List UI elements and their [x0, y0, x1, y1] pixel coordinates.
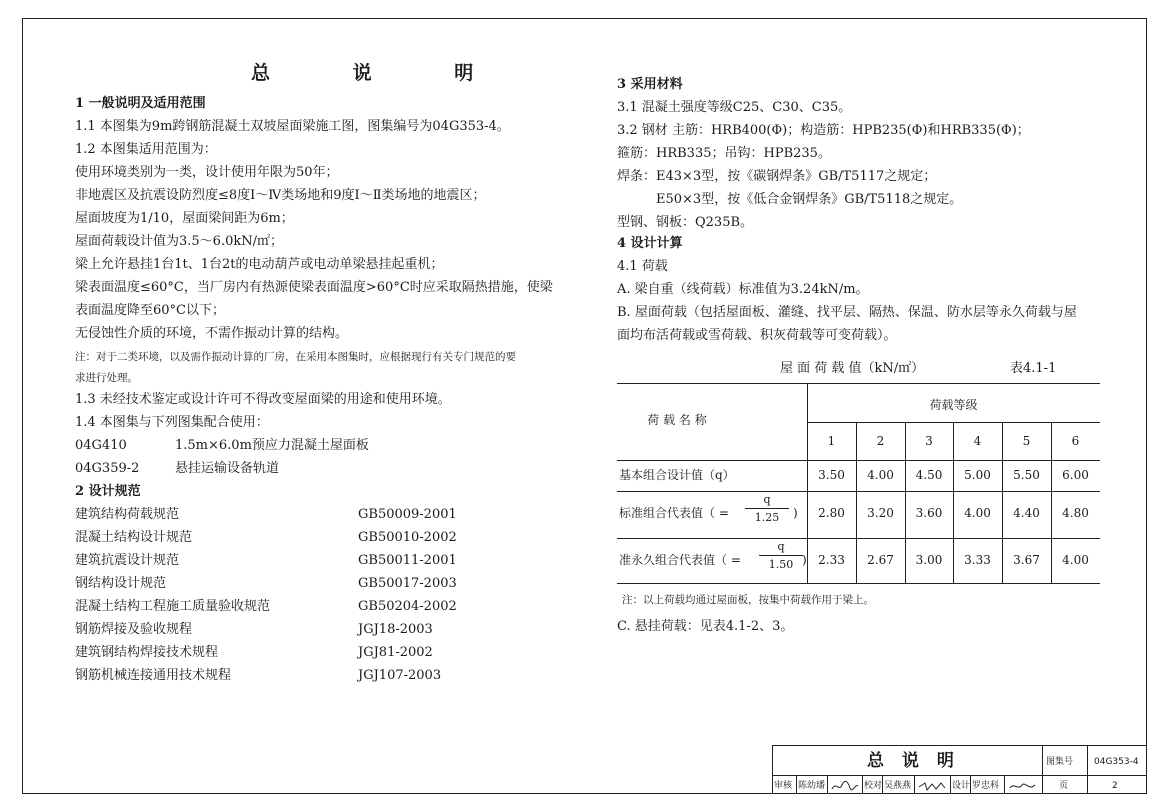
atlas-number: 04G353-4	[1094, 757, 1139, 767]
load-name-header: 荷 载 名 称	[647, 413, 707, 427]
reviewer-name: 陈幼璠	[798, 781, 826, 791]
table-cell: 5.50	[1013, 468, 1040, 482]
table-cell: 3.60	[915, 506, 943, 520]
scope-line-8: 无侵蚀性介质的环境，不需作振动计算的结构。	[75, 326, 349, 341]
table-cell: 6.00	[1062, 468, 1089, 482]
table-cell: 3.33	[964, 553, 991, 567]
table-cell: 2.33	[818, 553, 845, 567]
grade-label: 1	[827, 434, 836, 448]
material-line-steel: 型钢、钢板：Q235B。	[617, 215, 754, 230]
fraction-denominator: 1.25	[754, 511, 780, 524]
row-label: 基本组合设计值（q）	[619, 468, 735, 482]
clause-1-1: 1.1 本图集为9m跨钢筋混凝土双坡屋面梁施工图，图集编号为04G353-4。	[75, 119, 510, 134]
table-cell: 3.00	[915, 553, 943, 567]
table-cell: 4.40	[1013, 506, 1040, 520]
fraction-numerator: q	[777, 540, 785, 553]
grade-label: 2	[876, 434, 885, 448]
table-cell: 2.80	[818, 506, 845, 520]
row-close-paren: )	[802, 553, 807, 567]
design-label: 设计	[952, 781, 971, 791]
atlas-code: 04G410	[75, 438, 127, 453]
code-number: GB50204-2002	[358, 599, 457, 614]
load-item-c: C. 悬挂荷载：见表4.1-2、3。	[617, 619, 794, 634]
grade-label: 6	[1071, 434, 1080, 448]
atlas-name: 悬挂运输设备轨道	[175, 461, 280, 476]
code-name: 混凝土结构设计规范	[75, 530, 193, 545]
table-cell: 4.50	[915, 468, 943, 482]
table-cell: 4.00	[1062, 553, 1089, 567]
clause-3-2: 3.2 钢材 主筋：HRB400(Φ)；构造筋：HPB235(Φ)和HRB335(Φ)；	[617, 123, 1030, 138]
scope-line-6: 梁表面温度≤60°C，当厂房内有热源使梁表面温度>60°C时应采取隔热措施，使梁	[75, 280, 553, 295]
scope-line-7: 表面温度降至60°C以下；	[75, 303, 225, 318]
page-number: 2	[1112, 781, 1118, 791]
load-table	[617, 383, 1100, 584]
note-line-2: 求进行处理。	[75, 372, 138, 384]
material-line-stirrup: 箍筋：HRB335；吊钩：HPB235。	[617, 146, 831, 161]
material-line-e43: 焊条：E43×3型，按《碳钢焊条》GB/T5117之规定；	[617, 169, 937, 184]
code-name: 钢筋焊接及验收规程	[75, 622, 193, 637]
clause-4-1: 4.1 荷载	[617, 259, 668, 274]
load-item-b-line-2: 面均布活荷载或雪荷载、积灰荷载等可变荷载）。	[617, 328, 897, 343]
review-label: 审核	[774, 781, 793, 791]
grade-label: 3	[925, 434, 933, 448]
load-item-a: A. 梁自重（线荷载）标准值为3.24kN/m。	[617, 282, 869, 297]
clause-1-2: 1.2 本图集适用范围为：	[75, 142, 217, 157]
code-name: 建筑结构荷载规范	[75, 507, 180, 522]
code-name: 钢筋机械连接通用技术规程	[75, 668, 232, 683]
title-block	[772, 745, 1147, 794]
table-id: 表4.1-1	[1010, 361, 1057, 376]
table-cell: 5.00	[964, 468, 991, 482]
table-cell: 3.50	[818, 468, 845, 482]
row-label: 准永久组合代表值（ =	[619, 553, 741, 567]
code-number: JGJ107-2003	[358, 668, 442, 683]
code-number: JGJ81-2002	[358, 645, 433, 660]
fraction-numerator: q	[763, 493, 771, 506]
page-title: 总 说 明	[251, 62, 512, 84]
code-name: 混凝土结构工程施工质量验收规范	[75, 599, 271, 614]
scope-line-3: 屋面坡度为1/10，屋面梁间距为6m；	[75, 211, 294, 226]
table-cell: 3.67	[1013, 553, 1040, 567]
table-cell: 3.20	[867, 506, 894, 520]
scope-line-1: 使用环境类别为一类，设计使用年限为50年；	[75, 165, 339, 180]
note-line-1: 注：对于二类环境，以及需作振动计算的厂房，在采用本图集时，应根据现行有关专门规范的要	[75, 351, 516, 363]
row-label: 标准组合代表值（ =	[619, 506, 729, 520]
section-3-heading: 3 采用材料	[617, 77, 683, 92]
title-block-title: 总 说 明	[867, 751, 960, 771]
code-name: 钢结构设计规范	[75, 576, 167, 591]
atlas-code: 04G359-2	[75, 461, 140, 476]
fraction-denominator: 1.50	[768, 558, 794, 571]
code-number: GB50017-2003	[358, 576, 457, 591]
table-cell: 4.00	[964, 506, 991, 520]
reviewer-signature	[830, 778, 860, 792]
atlas-name: 1.5m×6.0m预应力混凝土屋面板	[175, 438, 369, 453]
code-name: 建筑抗震设计规范	[75, 553, 180, 568]
table-caption: 屋 面 荷 载 值（kN/㎡）	[780, 361, 925, 376]
clause-3-1: 3.1 混凝土强度等级C25、C30、C35。	[617, 100, 852, 115]
material-line-e50: E50×3型，按《低合金钢焊条》GB/T5118之规定。	[656, 192, 963, 207]
clause-1-4: 1.4 本图集与下列图集配合使用：	[75, 415, 269, 430]
grade-label: 5	[1022, 434, 1031, 448]
check-label: 校对	[864, 781, 883, 791]
section-2-heading: 2 设计规范	[75, 484, 141, 499]
code-name: 建筑钢结构焊接技术规程	[75, 645, 219, 660]
checker-name: 吴燕燕	[884, 781, 912, 791]
atlas-number-label: 图集号	[1046, 757, 1074, 767]
table-cell: 2.67	[867, 553, 894, 567]
table-cell: 4.80	[1062, 506, 1089, 520]
code-number: GB50009-2001	[358, 507, 457, 522]
clause-1-3: 1.3 未经技术鉴定或设计许可不得改变屋面梁的用途和使用环境。	[75, 392, 451, 407]
section-4-heading: 4 设计计算	[617, 236, 683, 251]
code-number: GB50010-2002	[358, 530, 457, 545]
code-number: GB50011-2001	[358, 553, 457, 568]
checker-signature	[917, 778, 947, 792]
page-label: 页	[1059, 781, 1069, 791]
row-close-paren: )	[793, 506, 798, 520]
load-grade-header: 荷载等级	[929, 398, 978, 412]
load-item-b-line-1: B. 屋面荷载（包括屋面板、灌缝、找平层、隔热、保温、防水层等永久荷载与屋	[617, 305, 1077, 320]
grade-label: 4	[973, 434, 982, 448]
scope-line-4: 屋面荷载设计值为3.5～6.0kN/㎡；	[75, 234, 283, 249]
designer-name: 罗忠科	[972, 781, 1000, 791]
table-cell: 4.00	[867, 468, 894, 482]
scope-line-2: 非地震区及抗震设防烈度≤8度Ⅰ～Ⅳ类场地和9度Ⅰ～Ⅱ类场地的地震区；	[75, 188, 486, 203]
section-1-heading: 1 一般说明及适用范围	[75, 96, 206, 111]
scope-line-5: 梁上允许悬挂1台1t、1台2t的电动葫芦或电动单梁悬挂起重机；	[75, 257, 444, 272]
table-note: 注：以上荷载均通过屋面板，按集中荷载作用于梁上。	[622, 594, 874, 606]
code-number: JGJ18-2003	[358, 622, 433, 637]
designer-signature	[1008, 778, 1038, 792]
